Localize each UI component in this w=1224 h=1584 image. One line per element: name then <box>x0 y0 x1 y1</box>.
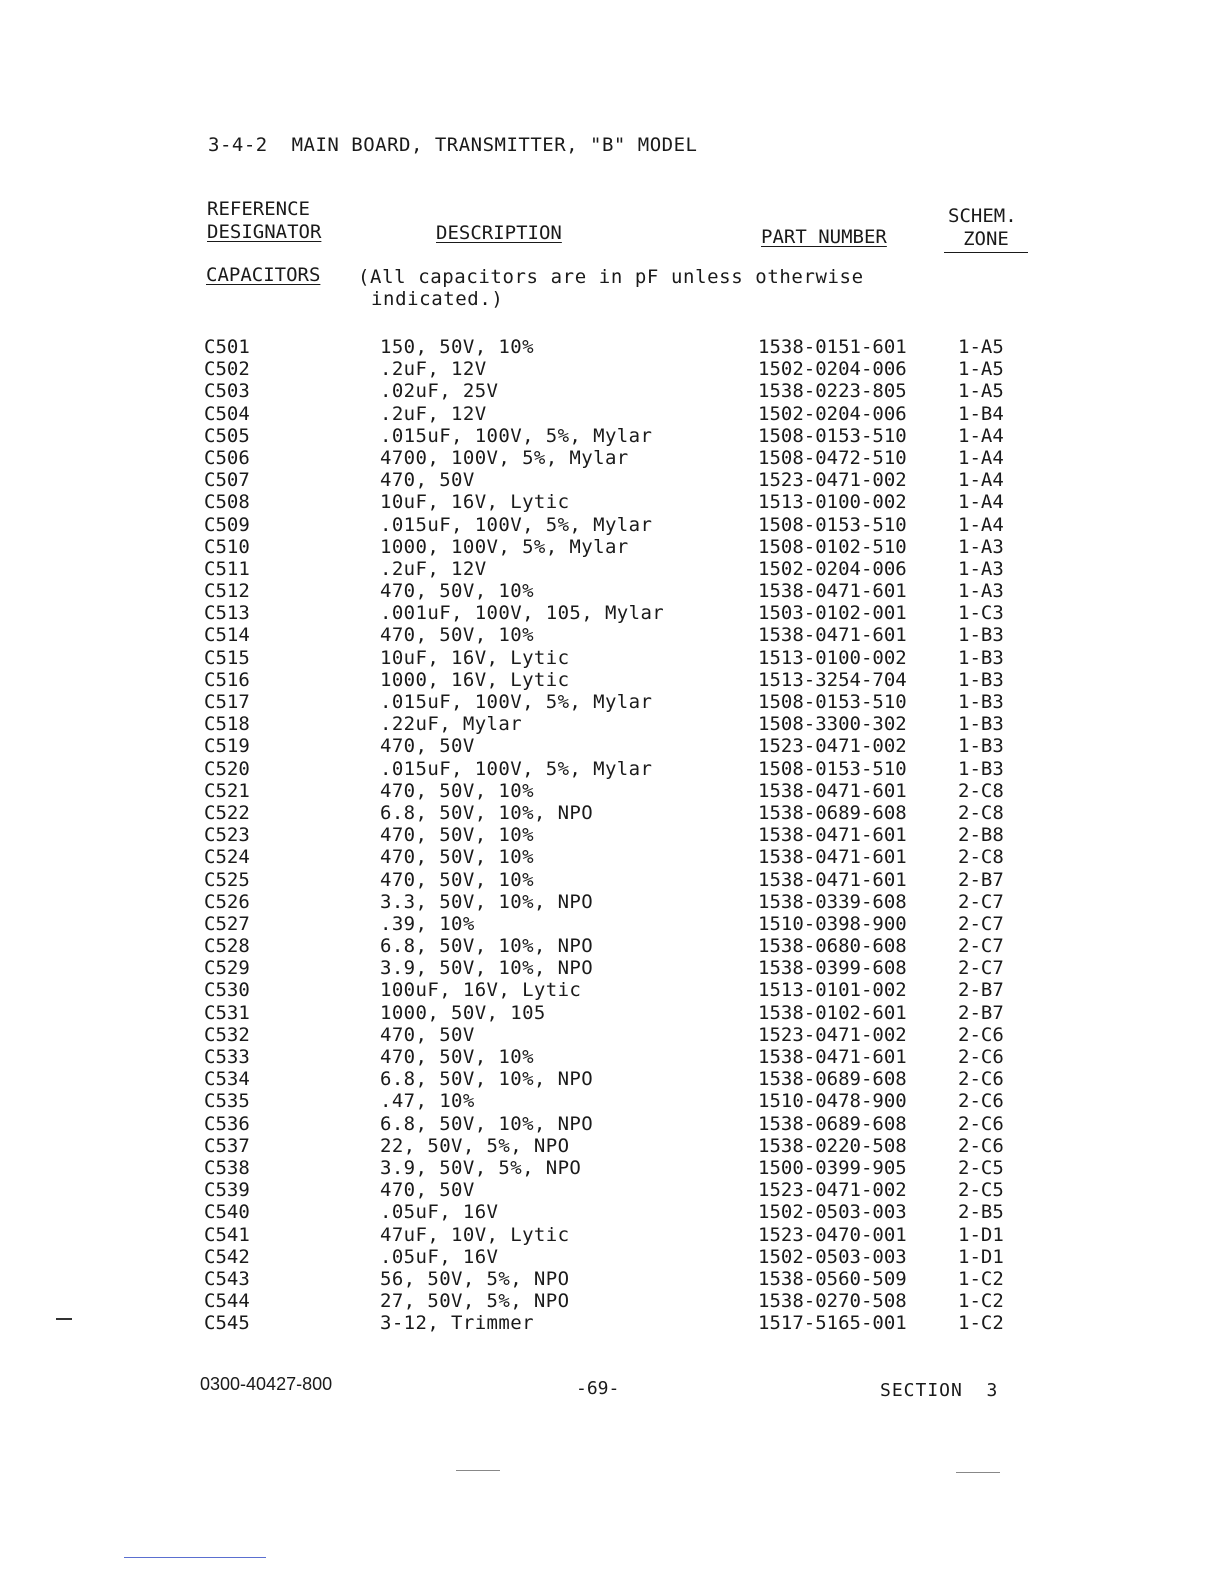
cell-schem-zone: 1-A3 <box>958 557 1004 580</box>
cell-schem-zone: 2-C8 <box>958 846 1004 869</box>
cell-part-number: 1538-0471-601 <box>758 824 907 847</box>
cell-part-number: 1523-0471-002 <box>758 469 907 492</box>
cell-description: 3.3, 50V, 10%, NPO <box>380 890 594 913</box>
table-row <box>0 846 1224 868</box>
header-reference-line2: DESIGNATOR <box>207 221 322 243</box>
cell-reference-designator: C544 <box>204 1290 250 1313</box>
cell-part-number: 1508-0153-510 <box>758 691 907 713</box>
cell-description: 470, 50V <box>380 1023 475 1046</box>
cell-schem-zone: 2-C8 <box>958 801 1004 824</box>
cell-description: 100uF, 16V, Lytic <box>380 979 582 1002</box>
table-row <box>0 647 1224 669</box>
cell-reference-designator: C514 <box>204 624 250 647</box>
cell-part-number: 1502-0503-003 <box>758 1201 907 1224</box>
cell-description: 3.9, 50V, 10%, NPO <box>380 957 594 980</box>
cell-reference-designator: C542 <box>204 1245 250 1268</box>
cell-schem-zone: 1-A3 <box>958 580 1004 603</box>
table-row <box>0 824 1224 846</box>
cell-description: .2uF, 12V <box>380 358 487 381</box>
cell-description: 6.8, 50V, 10%, NPO <box>380 801 594 824</box>
cell-part-number: 1523-0471-002 <box>758 735 907 758</box>
cell-schem-zone: 1-D1 <box>958 1245 1004 1268</box>
cell-part-number: 1538-0689-608 <box>758 1112 907 1135</box>
cell-description: 470, 50V, 10% <box>380 779 534 802</box>
table-row <box>0 758 1224 780</box>
cell-description: 47uF, 10V, Lytic <box>380 1223 570 1246</box>
cell-part-number: 1538-0151-601 <box>758 336 907 358</box>
cell-schem-zone: 1-C2 <box>958 1290 1004 1313</box>
cell-schem-zone: 1-B3 <box>958 668 1004 691</box>
page-title: 3-4-2 MAIN BOARD, TRANSMITTER, "B" MODEL <box>208 134 698 156</box>
cell-part-number: 1538-0471-601 <box>758 1046 907 1068</box>
cell-description: .015uF, 100V, 5%, Mylar <box>380 513 653 536</box>
cell-reference-designator: C507 <box>204 469 250 492</box>
header-reference-line1: REFERENCE <box>207 198 310 220</box>
table-row <box>0 1179 1224 1201</box>
cell-part-number: 1538-0471-601 <box>758 846 907 869</box>
category-note-line2: indicated.) <box>371 288 504 310</box>
cell-part-number: 1523-0471-002 <box>758 1023 907 1046</box>
cell-part-number: 1538-0471-601 <box>758 580 907 603</box>
cell-reference-designator: C527 <box>204 912 250 935</box>
cell-reference-designator: C519 <box>204 735 250 758</box>
cell-schem-zone: 1-A4 <box>958 513 1004 536</box>
cell-part-number: 1517-5165-001 <box>758 1312 907 1335</box>
cell-description: 150, 50V, 10% <box>380 336 534 358</box>
cell-part-number: 1502-0503-003 <box>758 1245 907 1268</box>
cell-description: .05uF, 16V <box>380 1245 499 1268</box>
cell-schem-zone: 1-B3 <box>958 757 1004 780</box>
cell-description: 6.8, 50V, 10%, NPO <box>380 1068 594 1091</box>
cell-part-number: 1513-0100-002 <box>758 646 907 669</box>
cell-description: 4700, 100V, 5%, Mylar <box>380 446 629 469</box>
table-row <box>0 491 1224 513</box>
cell-description: 470, 50V, 10% <box>380 824 534 847</box>
cell-description: 470, 50V <box>380 469 475 492</box>
cell-reference-designator: C531 <box>204 1001 250 1024</box>
table-row <box>0 869 1224 891</box>
cell-schem-zone: 1-A4 <box>958 469 1004 492</box>
cell-part-number: 1538-0471-601 <box>758 868 907 891</box>
scan-mark <box>56 1318 72 1320</box>
cell-schem-zone: 2-C8 <box>958 779 1004 802</box>
table-row <box>0 403 1224 425</box>
table-row <box>0 669 1224 691</box>
cell-reference-designator: C504 <box>204 402 250 425</box>
cell-description: .05uF, 16V <box>380 1201 499 1224</box>
scan-mark <box>456 1470 500 1471</box>
cell-reference-designator: C510 <box>204 535 250 558</box>
cell-description: 470, 50V, 10% <box>380 1046 534 1068</box>
cell-reference-designator: C520 <box>204 757 250 780</box>
cell-reference-designator: C505 <box>204 424 250 447</box>
table-row <box>0 891 1224 913</box>
table-row <box>0 447 1224 469</box>
cell-schem-zone: 2-C7 <box>958 912 1004 935</box>
cell-reference-designator: C535 <box>204 1090 250 1113</box>
cell-part-number: 1508-0102-510 <box>758 535 907 558</box>
cell-schem-zone: 1-B3 <box>958 624 1004 647</box>
footer-document-number: 0300-40427-800 <box>200 1374 333 1394</box>
cell-part-number: 1500-0399-905 <box>758 1156 907 1179</box>
cell-description: .015uF, 100V, 5%, Mylar <box>380 424 653 447</box>
cell-schem-zone: 2-C6 <box>958 1134 1004 1157</box>
cell-description: 10uF, 16V, Lytic <box>380 491 570 514</box>
cell-part-number: 1538-0689-608 <box>758 1068 907 1091</box>
cell-description: .2uF, 12V <box>380 557 487 580</box>
cell-description: 10uF, 16V, Lytic <box>380 646 570 669</box>
cell-part-number: 1508-0153-510 <box>758 424 907 447</box>
header-reference-designator <box>207 198 321 244</box>
table-row <box>0 1002 1224 1024</box>
table-row <box>0 1113 1224 1135</box>
table-row <box>0 1268 1224 1290</box>
cell-schem-zone: 1-A4 <box>958 446 1004 469</box>
cell-part-number: 1538-0680-608 <box>758 935 907 958</box>
cell-description: 470, 50V, 10% <box>380 846 534 869</box>
cell-part-number: 1523-0470-001 <box>758 1223 907 1246</box>
table-row <box>0 1046 1224 1068</box>
cell-part-number: 1538-0339-608 <box>758 890 907 913</box>
cell-reference-designator: C516 <box>204 668 250 691</box>
cell-description: 6.8, 50V, 10%, NPO <box>380 1112 594 1135</box>
cell-reference-designator: C508 <box>204 491 250 514</box>
cell-schem-zone: 2-C5 <box>958 1179 1004 1202</box>
cell-schem-zone: 2-B7 <box>958 868 1004 891</box>
cell-part-number: 1538-0223-805 <box>758 380 907 403</box>
cell-schem-zone: 1-C3 <box>958 602 1004 625</box>
table-row <box>0 1157 1224 1179</box>
table-row <box>0 1201 1224 1223</box>
cell-part-number: 1508-3300-302 <box>758 713 907 736</box>
footer-section: SECTION 3 <box>880 1380 999 1401</box>
table-row <box>0 514 1224 536</box>
cell-schem-zone: 1-A5 <box>958 358 1004 381</box>
table-row <box>0 358 1224 380</box>
cell-reference-designator: C532 <box>204 1023 250 1046</box>
cell-part-number: 1510-0478-900 <box>758 1090 907 1113</box>
table-row <box>0 1224 1224 1246</box>
table-row <box>0 1024 1224 1046</box>
header-schem-line1: SCHEM. <box>948 205 1017 227</box>
table-row <box>0 913 1224 935</box>
footer-page-number: -69- <box>576 1378 620 1399</box>
cell-reference-designator: C536 <box>204 1112 250 1135</box>
table-row <box>0 935 1224 957</box>
cell-reference-designator: C523 <box>204 824 250 847</box>
cell-reference-designator: C533 <box>204 1046 250 1068</box>
cell-reference-designator: C506 <box>204 446 250 469</box>
cell-part-number: 1538-0102-601 <box>758 1001 907 1024</box>
table-row <box>0 713 1224 735</box>
cell-schem-zone: 2-C6 <box>958 1090 1004 1113</box>
cell-part-number: 1513-0101-002 <box>758 979 907 1002</box>
cell-schem-zone: 2-C6 <box>958 1068 1004 1091</box>
cell-description: 22, 50V, 5%, NPO <box>380 1134 570 1157</box>
table-row <box>0 624 1224 646</box>
cell-reference-designator: C525 <box>204 868 250 891</box>
cell-part-number: 1538-0270-508 <box>758 1290 907 1313</box>
table-row <box>0 336 1224 358</box>
cell-description: 470, 50V <box>380 735 475 758</box>
cell-reference-designator: C501 <box>204 336 250 358</box>
table-row <box>0 1090 1224 1112</box>
table-row <box>0 957 1224 979</box>
cell-schem-zone: 2-B7 <box>958 1001 1004 1024</box>
cell-schem-zone: 1-B3 <box>958 646 1004 669</box>
cell-reference-designator: C502 <box>204 358 250 381</box>
cell-reference-designator: C503 <box>204 380 250 403</box>
cell-part-number: 1508-0472-510 <box>758 446 907 469</box>
cell-reference-designator: C541 <box>204 1223 250 1246</box>
table-row <box>0 602 1224 624</box>
table-row <box>0 735 1224 757</box>
cell-schem-zone: 2-C6 <box>958 1112 1004 1135</box>
cell-reference-designator: C512 <box>204 580 250 603</box>
cell-reference-designator: C537 <box>204 1134 250 1157</box>
table-row <box>0 380 1224 402</box>
table-row <box>0 1312 1224 1334</box>
cell-description: .2uF, 12V <box>380 402 487 425</box>
cell-schem-zone: 1-A4 <box>958 424 1004 447</box>
cell-description: 6.8, 50V, 10%, NPO <box>380 935 594 958</box>
cell-schem-zone: 1-B4 <box>958 402 1004 425</box>
cell-description: 470, 50V, 10% <box>380 624 534 647</box>
cell-schem-zone: 2-B7 <box>958 979 1004 1002</box>
table-row <box>0 536 1224 558</box>
cell-description: 470, 50V, 10% <box>380 580 534 603</box>
cell-description: .39, 10% <box>380 912 475 935</box>
cell-part-number: 1508-0153-510 <box>758 757 907 780</box>
table-row <box>0 469 1224 491</box>
cell-reference-designator: C526 <box>204 890 250 913</box>
cell-description: .001uF, 100V, 105, Mylar <box>380 602 665 625</box>
cell-reference-designator: C511 <box>204 557 250 580</box>
cell-reference-designator: C530 <box>204 979 250 1002</box>
scan-mark <box>124 1557 266 1558</box>
table-row <box>0 979 1224 1001</box>
cell-part-number: 1538-0220-508 <box>758 1134 907 1157</box>
cell-description: 3-12, Trimmer <box>380 1312 534 1335</box>
table-row <box>0 580 1224 602</box>
cell-reference-designator: C543 <box>204 1267 250 1290</box>
category-note-line1: (All capacitors are in pF unless otherwise <box>358 266 864 288</box>
cell-reference-designator: C515 <box>204 646 250 669</box>
cell-schem-zone: 1-A5 <box>958 336 1004 358</box>
cell-schem-zone: 2-C7 <box>958 890 1004 913</box>
cell-schem-zone: 2-B5 <box>958 1201 1004 1224</box>
scan-mark <box>956 1472 1000 1473</box>
cell-part-number: 1513-3254-704 <box>758 668 907 691</box>
cell-reference-designator: C540 <box>204 1201 250 1224</box>
table-row <box>0 1068 1224 1090</box>
cell-schem-zone: 2-C7 <box>958 957 1004 980</box>
cell-reference-designator: C524 <box>204 846 250 869</box>
cell-description: .47, 10% <box>380 1090 475 1113</box>
cell-part-number: 1538-0560-509 <box>758 1267 907 1290</box>
cell-reference-designator: C529 <box>204 957 250 980</box>
cell-part-number: 1538-0471-601 <box>758 624 907 647</box>
cell-reference-designator: C521 <box>204 779 250 802</box>
table-row <box>0 802 1224 824</box>
cell-part-number: 1513-0100-002 <box>758 491 907 514</box>
header-schem-zone: ZONE <box>944 228 1028 253</box>
cell-description: .02uF, 25V <box>380 380 499 403</box>
cell-reference-designator: C539 <box>204 1179 250 1202</box>
cell-reference-designator: C513 <box>204 602 250 625</box>
table-row <box>0 558 1224 580</box>
table-row <box>0 780 1224 802</box>
cell-description: .22uF, Mylar <box>380 713 523 736</box>
cell-part-number: 1538-0689-608 <box>758 801 907 824</box>
cell-part-number: 1502-0204-006 <box>758 557 907 580</box>
cell-reference-designator: C518 <box>204 713 250 736</box>
cell-reference-designator: C528 <box>204 935 250 958</box>
cell-part-number: 1538-0399-608 <box>758 957 907 980</box>
parts-table <box>0 336 1224 1334</box>
cell-description: .015uF, 100V, 5%, Mylar <box>380 691 653 713</box>
table-row <box>0 691 1224 713</box>
cell-reference-designator: C534 <box>204 1068 250 1091</box>
header-description: DESCRIPTION <box>436 222 562 244</box>
cell-description: 27, 50V, 5%, NPO <box>380 1290 570 1313</box>
table-row <box>0 1290 1224 1312</box>
cell-description: 3.9, 50V, 5%, NPO <box>380 1156 582 1179</box>
cell-schem-zone: 2-C6 <box>958 1023 1004 1046</box>
cell-schem-zone: 1-C2 <box>958 1312 1004 1335</box>
cell-description: 1000, 100V, 5%, Mylar <box>380 535 629 558</box>
cell-schem-zone: 2-C7 <box>958 935 1004 958</box>
cell-reference-designator: C509 <box>204 513 250 536</box>
table-row <box>0 1135 1224 1157</box>
cell-description: 470, 50V <box>380 1179 475 1202</box>
cell-description: .015uF, 100V, 5%, Mylar <box>380 757 653 780</box>
cell-part-number: 1510-0398-900 <box>758 912 907 935</box>
cell-schem-zone: 2-C6 <box>958 1046 1004 1068</box>
cell-description: 56, 50V, 5%, NPO <box>380 1267 570 1290</box>
cell-part-number: 1502-0204-006 <box>758 402 907 425</box>
cell-schem-zone: 1-A4 <box>958 491 1004 514</box>
cell-description: 1000, 16V, Lytic <box>380 668 570 691</box>
cell-part-number: 1538-0471-601 <box>758 779 907 802</box>
cell-description: 470, 50V, 10% <box>380 868 534 891</box>
cell-reference-designator: C522 <box>204 801 250 824</box>
cell-part-number: 1523-0471-002 <box>758 1179 907 1202</box>
cell-schem-zone: 1-B3 <box>958 713 1004 736</box>
cell-part-number: 1502-0204-006 <box>758 358 907 381</box>
cell-reference-designator: C538 <box>204 1156 250 1179</box>
table-row <box>0 1246 1224 1268</box>
cell-schem-zone: 1-B3 <box>958 691 1004 713</box>
cell-schem-zone: 2-C5 <box>958 1156 1004 1179</box>
category-label: CAPACITORS <box>206 264 321 286</box>
cell-schem-zone: 2-B8 <box>958 824 1004 847</box>
cell-part-number: 1508-0153-510 <box>758 513 907 536</box>
table-row <box>0 425 1224 447</box>
cell-schem-zone: 1-D1 <box>958 1223 1004 1246</box>
cell-description: 1000, 50V, 105 <box>380 1001 546 1024</box>
cell-reference-designator: C517 <box>204 691 250 713</box>
cell-schem-zone: 1-C2 <box>958 1267 1004 1290</box>
cell-schem-zone: 1-B3 <box>958 735 1004 758</box>
cell-reference-designator: C545 <box>204 1312 250 1335</box>
cell-schem-zone: 1-A5 <box>958 380 1004 403</box>
header-part-number: PART NUMBER <box>761 226 887 248</box>
cell-part-number: 1503-0102-001 <box>758 602 907 625</box>
cell-schem-zone: 1-A3 <box>958 535 1004 558</box>
